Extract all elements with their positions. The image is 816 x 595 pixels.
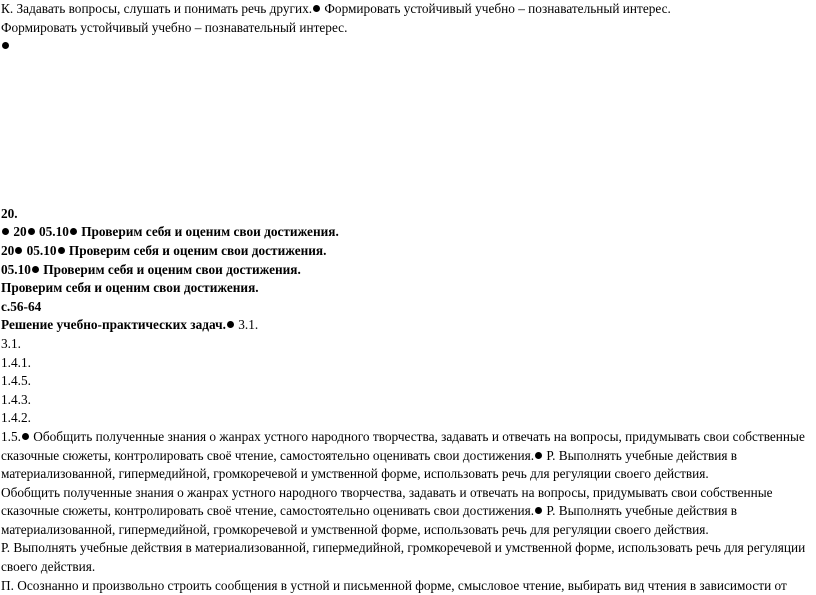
text-line xyxy=(1,0,816,19)
text-span: 3.1. xyxy=(234,317,259,333)
text-line: 1.4.2. xyxy=(1,410,31,426)
bullet-icon xyxy=(535,507,542,514)
text-line xyxy=(1,223,816,242)
bullet-icon xyxy=(58,247,65,254)
text-span: Решение учебно-практических задач. xyxy=(1,317,226,333)
bullet-icon xyxy=(15,247,22,254)
text-line xyxy=(1,242,816,261)
bullet-icon xyxy=(70,228,77,235)
text-paragraph xyxy=(1,484,813,540)
text-span: Обобщить полученные знания о жанрах устного народного творчества, задавать и отвечать на вопросы, придумывать свои собственные сказочные сюжеты, контролировать своё чтение, самостоятельно оценивать свои достижения. xyxy=(1,428,805,463)
text-line: Проверим себя и оценим свои достижения. xyxy=(1,280,259,296)
bullet-icon xyxy=(535,452,542,459)
text-span: 05.10 xyxy=(23,242,57,258)
bullet-icon xyxy=(227,321,234,328)
text-paragraph xyxy=(1,428,813,484)
text-line: с.56-64 xyxy=(1,298,42,314)
text-span: 05.10 xyxy=(1,261,31,277)
text-line: П. Осознанно и произвольно строить сообщения в устной и письменной форме, смысловое чтение, выбирать вид чтения в зависимости от xyxy=(1,577,787,593)
text-line: 1.4.3. xyxy=(1,391,31,407)
text-span: Р. Выполнять учебные действия в материализованной, гипермедийной, громкоречевой и умственной форме, использовать речь для регуляции своего действия. xyxy=(1,447,738,482)
text-span: 20 xyxy=(1,242,15,258)
bullet-icon xyxy=(28,228,35,235)
text-line: 1.4.5. xyxy=(1,373,31,389)
text-span: 1.5. xyxy=(1,428,21,444)
blank-area xyxy=(1,56,816,205)
text-line xyxy=(1,316,816,335)
bullet-icon xyxy=(2,228,9,235)
text-span: Р. Выполнять учебные действия в материализованной, гипермедийной, громкоречевой и умственной форме, использовать речь для регуляции своего действия. xyxy=(1,503,738,537)
bullet-icon xyxy=(313,5,320,12)
text-line: 20. xyxy=(1,205,18,221)
text-span: 05.10 xyxy=(35,224,69,240)
text-line xyxy=(1,261,816,280)
text-span: 20 xyxy=(10,224,27,240)
text-line: Формировать устойчивый учебно – познавательный интерес. xyxy=(1,19,348,35)
text-paragraph: Р. Выполнять учебные действия в материализованной, гипермедийной, громкоречевой и умственной форме, использовать речь для регуляции своего действия. xyxy=(1,540,806,575)
text-line xyxy=(1,37,816,56)
text-line: 1.4.1. xyxy=(1,354,31,370)
text-span: Проверим себя и оценим свои достижения. xyxy=(65,242,327,258)
bullet-icon xyxy=(32,266,39,273)
bullet-icon xyxy=(22,433,29,440)
text-span: Проверим себя и оценим свои достижения. xyxy=(77,224,339,240)
text-span: Формировать устойчивый учебно – познавательный интерес. xyxy=(321,1,671,16)
text-span: Обобщить полученные знания о жанрах устного народного творчества, задавать и отвечать на вопросы, придумывать свои собственные сказочные сюжеты, контролировать своё чтение, самостоятельно оценивать свои достижения. xyxy=(1,484,773,519)
bullet-icon xyxy=(2,42,9,49)
text-line: 3.1. xyxy=(1,335,21,351)
text-span: Проверим себя и оценим свои достижения. xyxy=(39,261,301,277)
text-span: К. Задавать вопросы, слушать и понимать речь других. xyxy=(1,1,313,16)
